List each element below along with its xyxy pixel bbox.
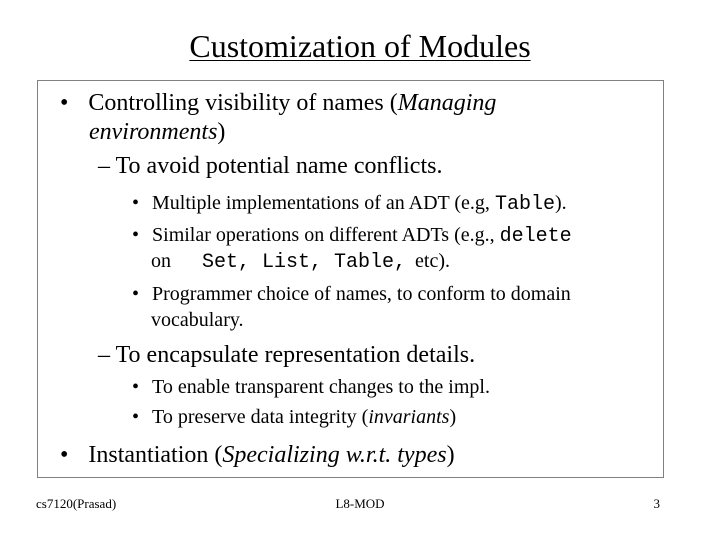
footer-left: cs7120(Prasad) (36, 496, 117, 511)
subsub-bullet-3-line2: vocabulary. (151, 309, 244, 331)
bullet-marker: • (132, 406, 140, 428)
subsub-3-text: Programmer choice of names, to conform to domain (152, 283, 571, 305)
subsub-2-end: etc). (415, 250, 451, 272)
bullet-marker: • (60, 90, 69, 116)
bullet-marker: • (60, 442, 69, 468)
bullet-1 (60, 89, 496, 117)
subsub-2-code-list: Set, List, Table, (202, 251, 407, 274)
bullet-marker: • (132, 283, 140, 305)
subsub-bullet-2-line2 (151, 249, 450, 275)
subsub-1-code: Table (494, 193, 555, 216)
subsub-bullet-5 (132, 405, 456, 430)
bullet-2 (60, 441, 455, 469)
subsub-2-on: on (151, 250, 171, 272)
subsub-2-code: delete (499, 225, 572, 248)
subsub-5-italic: invariants (368, 406, 450, 428)
bullet-marker: • (132, 192, 140, 214)
subsub-5-end: ) (449, 406, 457, 428)
bullet-2-text: Instantiation ( (88, 442, 223, 468)
subsub-1-end: ). (554, 192, 567, 214)
footer-page-number: 3 (653, 496, 660, 511)
sub-bullet-1: – To avoid potential name conflicts. (98, 153, 443, 179)
bullet-1-italic: Managing (397, 90, 497, 116)
bullet-1-text: Controlling visibility of names ( (88, 90, 398, 116)
bullet-2-end: ) (446, 442, 455, 468)
subsub-bullet-2 (132, 223, 572, 249)
footer-center: L8-MOD (335, 496, 385, 511)
subsub-1-text: Multiple implementations of an ADT (e.g, (152, 192, 495, 214)
bullet-1-line2-italic: environments (89, 119, 218, 145)
bullet-1-line2 (89, 118, 225, 146)
subsub-bullet-3 (132, 282, 571, 307)
subsub-bullet-4 (132, 375, 490, 400)
bullet-marker: • (132, 376, 140, 398)
sub-bullet-2: – To encapsulate representation details. (98, 342, 476, 368)
bullet-marker: • (132, 224, 140, 246)
subsub-2-text: Similar operations on different ADTs (e.g., (152, 224, 500, 246)
subsub-bullet-1 (132, 191, 567, 217)
subsub-5-text: To preserve data integrity ( (152, 406, 369, 428)
bullet-2-italic: Specializing w.r.t. types (222, 442, 447, 468)
slide-title: Customization of Modules (189, 28, 531, 64)
subsub-4-text: To enable transparent changes to the impl. (152, 376, 490, 398)
bullet-1-line2-rest: ) (217, 119, 226, 145)
